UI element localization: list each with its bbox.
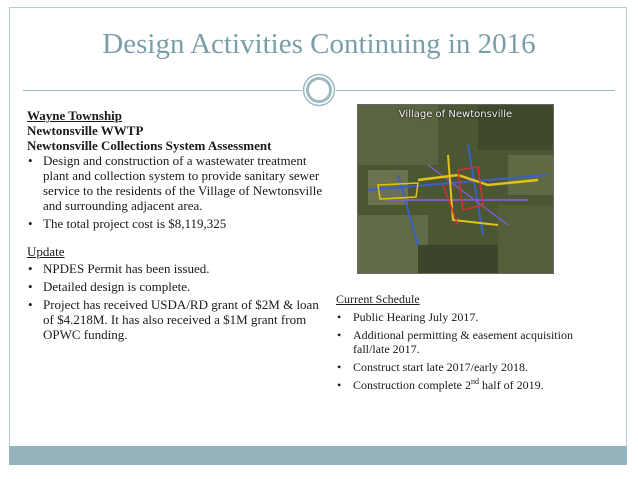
list-item: • NPDES Permit has been issued.: [28, 261, 210, 276]
project-description: [27, 108, 327, 342]
schedule-heading: Current Schedule: [336, 292, 420, 306]
footer-bar: [9, 446, 627, 465]
schedule-bullets: [336, 310, 611, 392]
current-schedule: [336, 292, 611, 392]
list-item: • Public Hearing July 2017.: [337, 310, 479, 324]
project-bullets: [27, 153, 327, 231]
circle-ornament-icon: [302, 73, 336, 107]
list-item: • The total project cost is $8,119,325: [28, 216, 227, 231]
title-divider-left: [23, 90, 302, 91]
aerial-map-image: [358, 105, 554, 274]
list-item: • Construction complete 2nd half of 2019.: [337, 377, 544, 392]
title-divider-right: [336, 90, 615, 91]
list-item: • Detailed design is complete.: [28, 279, 191, 294]
township-heading: Wayne Township: [27, 108, 123, 123]
assessment-heading: Newtonsville Collections System Assessment: [27, 138, 272, 153]
newtonsville-map: [357, 104, 554, 274]
list-item: • Design and construction of a wastewater treatment plant and collection system to provide sanitary sewer service to the residents of the Village of Newtonsville and surrounding adjacent area.: [28, 153, 323, 213]
list-item: • Additional permitting & easement acquisition fall/late 2017.: [337, 328, 573, 356]
update-heading: Update: [27, 244, 65, 259]
slide-title: Design Activities Continuing in 2016: [102, 28, 536, 60]
list-item: • Construct start late 2017/early 2018.: [337, 360, 528, 374]
list-item: • Project has received USDA/RD grant of $2M & loan of $4.218M. It has also received a $1M grant from OPWC funding.: [28, 297, 319, 342]
update-bullets: [27, 261, 327, 342]
map-label: Village of Newtonsville: [398, 109, 513, 120]
wwtp-heading: Newtonsville WWTP: [27, 123, 144, 138]
